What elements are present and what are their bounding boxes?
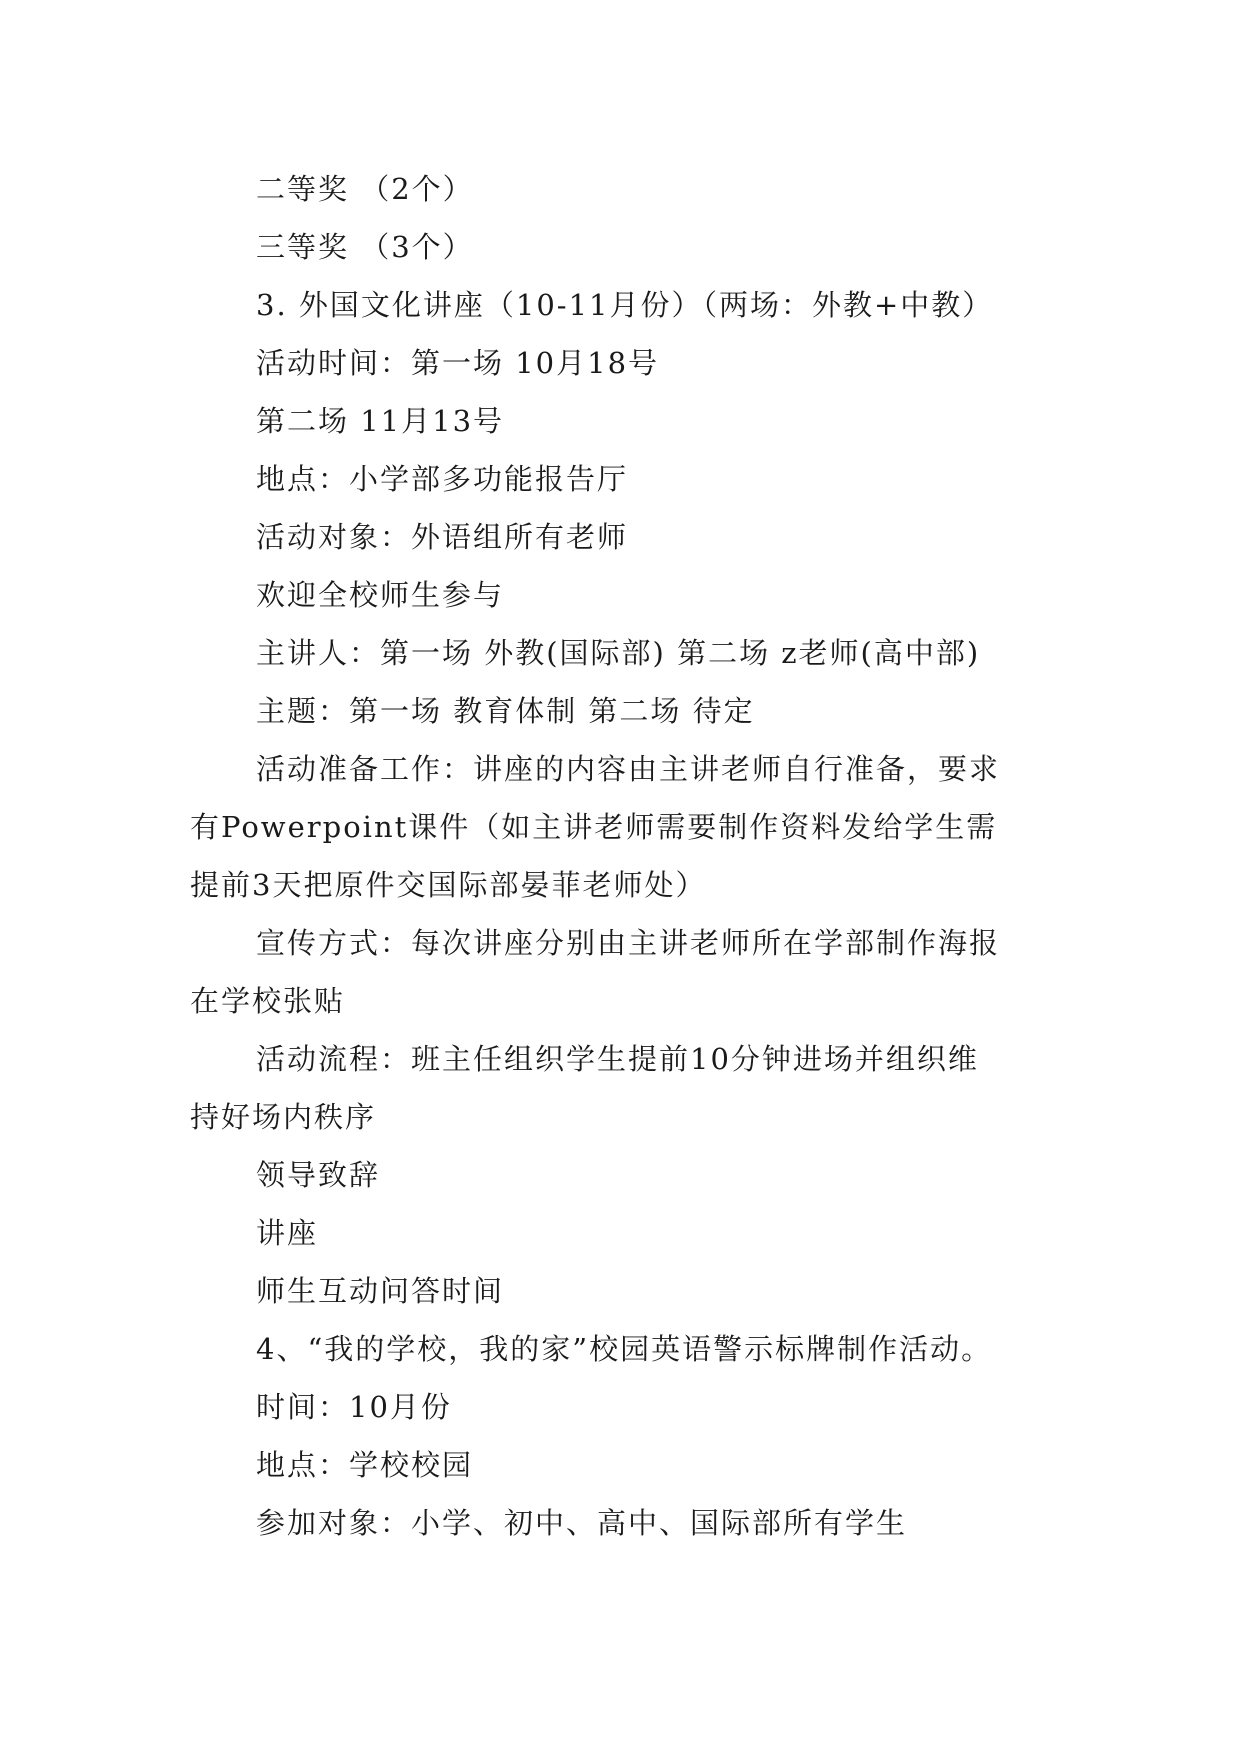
text-line: 活动时间：第一场 10月18号 [256,346,660,380]
text-line: 地点：小学部多功能报告厅 [256,462,629,496]
text-line: 在学校张贴 [190,984,346,1018]
text-line: 宣传方式：每次讲座分别由主讲老师所在学部制作海报 [256,926,1001,960]
text-line: 活动对象：外语组所有老师 [256,520,629,554]
text-line: 三等奖 （3个） [256,230,474,264]
text-line: 时间：10月份 [256,1390,452,1424]
text-line: 有Powerpoint课件（如主讲老师需要制作资料发给学生需 [190,810,998,844]
document-body [190,160,1060,1552]
text-line: 欢迎全校师生参与 [256,578,505,612]
text-line: 提前3天把原件交国际部晏菲老师处） [190,868,707,902]
text-line: 参加对象：小学、初中、高中、国际部所有学生 [256,1506,908,1540]
text-line: 持好场内秩序 [190,1100,377,1134]
section-heading: 4、“我的学校，我的家”校园英语警示标牌制作活动。 [256,1332,993,1366]
text-line: 主讲人：第一场 外教(国际部) 第二场 z老师(高中部) [256,636,981,670]
text-line: 活动准备工作：讲座的内容由主讲老师自行准备，要求 [256,752,1001,786]
text-line: 二等奖 （2个） [256,172,474,206]
text-line: 讲座 [256,1216,319,1250]
text-line: 第二场 11月13号 [256,404,505,438]
text-line: 师生互动问答时间 [256,1274,505,1308]
text-line: 主题：第一场 教育体制 第二场 待定 [256,694,755,728]
text-line: 活动流程：班主任组织学生提前10分钟进场并组织维 [256,1042,979,1076]
section-heading: 3. 外国文化讲座（10-11月份）（两场：外教+中教） [256,288,994,322]
text-line: 领导致辞 [256,1158,381,1192]
text-line: 地点：学校校园 [256,1448,474,1482]
